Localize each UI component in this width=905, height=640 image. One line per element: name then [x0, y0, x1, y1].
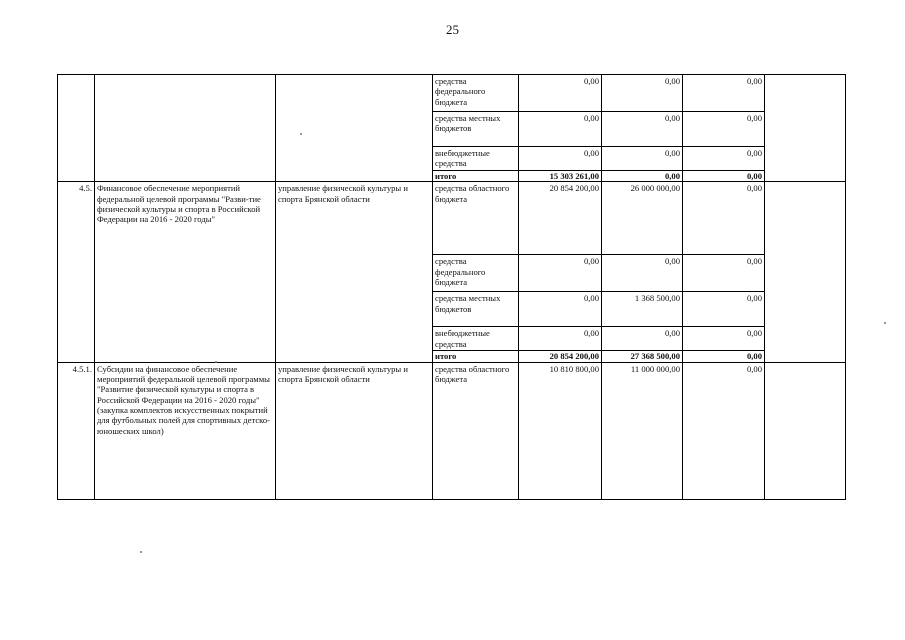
funding-source: итого — [433, 171, 519, 182]
value-cell: 15 303 261,00 — [519, 171, 602, 182]
value-cell: 0,00 — [519, 292, 602, 327]
value-cell: 0,00 — [519, 112, 602, 147]
value-cell: 20 854 200,00 — [519, 351, 602, 362]
item-executor: управление физической культуры и спорта Брянской области — [276, 362, 433, 499]
value-cell: 0,00 — [683, 112, 765, 147]
empty-cell — [765, 182, 846, 362]
scan-speck — [140, 551, 142, 553]
table-row — [58, 182, 846, 255]
value-cell: 0,00 — [683, 75, 765, 112]
funding-source: средства областного бюджета — [433, 362, 519, 499]
value-cell: 11 000 000,00 — [602, 362, 683, 499]
value-cell: 0,00 — [683, 255, 765, 292]
empty-cell — [765, 75, 846, 182]
value-cell: 0,00 — [683, 327, 765, 351]
scan-speck — [300, 133, 302, 135]
value-cell: 0,00 — [683, 292, 765, 327]
item-executor: управление физической культуры и спорта Брянской области — [276, 182, 433, 362]
funding-source: итого — [433, 351, 519, 362]
executor-cell — [276, 75, 433, 182]
value-cell: 27 368 500,00 — [602, 351, 683, 362]
value-cell: 0,00 — [519, 255, 602, 292]
value-cell: 0,00 — [683, 182, 765, 255]
funding-source: средства местных бюджетов — [433, 292, 519, 327]
value-cell: 0,00 — [602, 112, 683, 147]
value-cell: 26 000 000,00 — [602, 182, 683, 255]
value-cell: 0,00 — [519, 75, 602, 112]
value-cell: 0,00 — [602, 147, 683, 171]
value-cell: 0,00 — [602, 327, 683, 351]
empty-cell — [765, 362, 846, 499]
item-number: 4.5. — [58, 182, 95, 362]
value-cell: 1 368 500,00 — [602, 292, 683, 327]
item-title: Субсидии на финансовое обеспечение мероприятий федеральной целевой программы "Развитие физической культуры и спорта в Российской Федерации на 2016 - 2020 годы" (закупка комплектов искусственных покрытий для футбольных полей для спортивных детско-юношеских школ) — [95, 362, 276, 499]
scan-speck — [884, 322, 886, 324]
value-cell: 0,00 — [683, 171, 765, 182]
index-cell — [58, 75, 95, 182]
value-cell: 10 810 800,00 — [519, 362, 602, 499]
funding-source: средства федерального бюджета — [433, 255, 519, 292]
value-cell: 20 854 200,00 — [519, 182, 602, 255]
value-cell: 0,00 — [602, 255, 683, 292]
item-number: 4.5.1. — [58, 362, 95, 499]
funding-source: средства областного бюджета — [433, 182, 519, 255]
table-row — [58, 362, 846, 499]
item-title: Финансовое обеспечение мероприятий федеральной целевой программы "Разви-тие физической культуры и спорта в Российской Федерации на 2016 - 2020 годы" — [95, 182, 276, 362]
value-cell: 0,00 — [602, 75, 683, 112]
budget-table — [57, 74, 846, 500]
funding-source: средства местных бюджетов — [433, 112, 519, 147]
value-cell: 0,00 — [519, 147, 602, 171]
funding-source: средства федерального бюджета — [433, 75, 519, 112]
funding-source: внебюджетные средства — [433, 327, 519, 351]
table-row — [58, 75, 846, 112]
title-cell — [95, 75, 276, 182]
value-cell: 0,00 — [683, 351, 765, 362]
value-cell: 0,00 — [683, 147, 765, 171]
value-cell: 0,00 — [602, 171, 683, 182]
page-number: 25 — [446, 22, 459, 37]
scan-speck — [215, 361, 217, 363]
funding-source: внебюджетные средства — [433, 147, 519, 171]
value-cell: 0,00 — [683, 362, 765, 499]
value-cell: 0,00 — [519, 327, 602, 351]
